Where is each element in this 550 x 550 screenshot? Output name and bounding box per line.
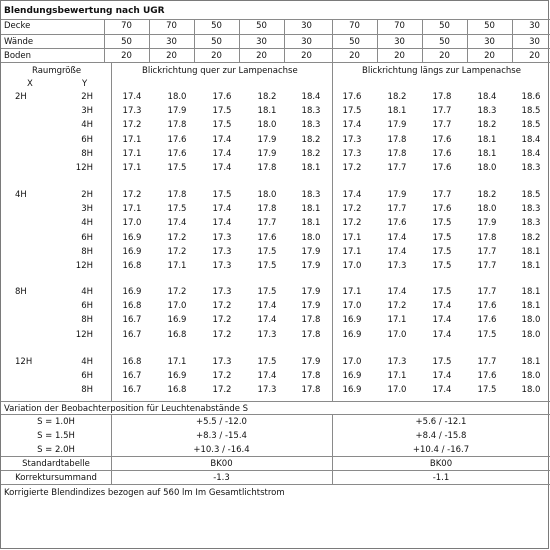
standardtabelle-label: Standardtabelle (22, 459, 90, 469)
ugr-value-quer: 17.8 (301, 371, 321, 382)
ugr-value-laengs: 17.4 (432, 385, 452, 396)
ugr-value-quer: 17.9 (257, 148, 277, 159)
header-value: 20 (529, 51, 540, 61)
ugr-value-laengs: 17.3 (387, 261, 407, 271)
ugr-value-quer: 16.8 (167, 385, 187, 396)
section-divider (111, 62, 112, 402)
ugr-value-laengs: 17.5 (342, 106, 362, 117)
ugr-value-laengs: 17.5 (432, 246, 452, 257)
header-bottom-line (1, 62, 550, 63)
header-value: 70 (349, 21, 360, 31)
ugr-value-laengs: 18.0 (521, 385, 541, 396)
header-value: 50 (439, 21, 450, 31)
ugr-value-quer: 18.3 (301, 190, 321, 200)
ugr-value-quer: 16.9 (167, 315, 187, 326)
room-x-value: 8H (15, 287, 27, 297)
ugr-value-laengs: 17.4 (432, 301, 452, 312)
ugr-value-quer: 17.8 (257, 204, 277, 215)
ugr-value-laengs: 17.0 (342, 261, 362, 271)
ugr-value-quer: 16.9 (122, 246, 142, 257)
ugr-value-laengs: 17.2 (342, 218, 362, 229)
ugr-value-quer: 17.3 (212, 232, 232, 243)
ugr-value-quer: 17.5 (257, 246, 277, 257)
ugr-value-laengs: 17.5 (477, 329, 497, 340)
ugr-value-quer: 17.9 (301, 261, 321, 271)
ugr-value-quer: 17.3 (257, 329, 277, 340)
ugr-value-quer: 17.2 (212, 301, 232, 312)
ugr-value-quer: 17.1 (167, 357, 187, 367)
header-value: 20 (349, 51, 360, 61)
ugr-value-laengs: 17.7 (477, 287, 497, 297)
ugr-value-laengs: 17.5 (432, 287, 452, 297)
ugr-value-quer: 17.2 (167, 287, 187, 297)
ugr-value-laengs: 17.4 (342, 190, 362, 200)
ugr-value-quer: 18.2 (257, 92, 277, 102)
raumgroesse-label: Raumgröße (32, 66, 82, 76)
room-y-value: 6H (81, 134, 93, 145)
ugr-value-laengs: 18.0 (477, 163, 497, 173)
ugr-value-quer: 17.9 (167, 106, 187, 117)
ugr-value-laengs: 17.7 (432, 106, 452, 117)
ugr-value-quer: 17.5 (257, 261, 277, 271)
ugr-value-laengs: 17.6 (477, 301, 497, 312)
header-value: 20 (211, 51, 222, 61)
ugr-value-quer: 17.6 (212, 92, 232, 102)
ugr-value-laengs: 18.1 (521, 261, 541, 271)
ugr-value-laengs: 17.9 (387, 190, 407, 200)
ugr-value-laengs: 17.7 (477, 246, 497, 257)
ugr-value-laengs: 18.4 (521, 148, 541, 159)
ugr-value-quer: 17.3 (212, 287, 232, 297)
ugr-value-laengs: 17.3 (387, 357, 407, 367)
header-value: 30 (301, 37, 312, 47)
room-y-value: 4H (81, 357, 93, 367)
ugr-value-laengs: 18.5 (521, 120, 541, 131)
room-y-value: 4H (81, 120, 93, 131)
ugr-value-quer: 17.4 (212, 134, 232, 145)
variation-top-line (1, 401, 550, 402)
ugr-value-quer: 17.9 (301, 246, 321, 257)
header-value: 20 (439, 51, 450, 61)
ugr-value-quer: 17.4 (212, 148, 232, 159)
ugr-value-laengs: 18.3 (477, 106, 497, 117)
x-axis-label: X (27, 79, 33, 89)
ugr-value-laengs: 17.5 (432, 357, 452, 367)
ugr-value-laengs: 18.3 (521, 204, 541, 215)
section-divider (332, 62, 333, 402)
ugr-value-quer: 17.2 (167, 246, 187, 257)
ugr-value-laengs: 17.7 (432, 190, 452, 200)
ugr-value-quer: 18.3 (301, 106, 321, 117)
ugr-value-laengs: 17.4 (387, 246, 407, 257)
korrektur-top-line (1, 470, 550, 471)
ugr-value-laengs: 17.7 (387, 204, 407, 215)
header-value: 30 (256, 37, 267, 47)
ugr-value-laengs: 17.0 (387, 385, 407, 396)
ugr-value-laengs: 18.0 (521, 315, 541, 326)
ugr-value-laengs: 16.9 (342, 371, 362, 382)
ugr-value-quer: 17.6 (257, 232, 277, 243)
ugr-value-laengs: 17.6 (432, 148, 452, 159)
korrektur-quer: -1.3 (213, 473, 230, 483)
ugr-value-laengs: 18.2 (477, 120, 497, 131)
ugr-value-quer: 16.8 (122, 301, 142, 312)
ugr-value-quer: 16.7 (122, 315, 142, 326)
ugr-value-quer: 17.4 (212, 163, 232, 173)
ugr-value-quer: 17.8 (301, 385, 321, 396)
ugr-value-laengs: 17.5 (477, 385, 497, 396)
ugr-value-quer: 17.3 (122, 106, 142, 117)
ugr-value-quer: 17.5 (212, 190, 232, 200)
header-value: 30 (484, 37, 495, 47)
ugr-value-quer: 17.4 (257, 371, 277, 382)
room-y-value: 8H (81, 385, 93, 396)
ugr-value-laengs: 17.8 (477, 232, 497, 243)
ugr-value-laengs: 18.0 (521, 371, 541, 382)
ugr-value-quer: 17.2 (212, 329, 232, 340)
header-value: 50 (349, 37, 360, 47)
ugr-value-quer: 17.1 (122, 163, 142, 173)
ugr-value-laengs: 16.9 (342, 329, 362, 340)
ugr-value-quer: 18.1 (301, 218, 321, 229)
ugr-value-laengs: 18.4 (477, 92, 497, 102)
ugr-value-laengs: 18.1 (521, 301, 541, 312)
ugr-value-quer: 18.1 (301, 163, 321, 173)
ugr-value-quer: 16.9 (167, 371, 187, 382)
ugr-value-laengs: 16.9 (342, 315, 362, 326)
ugr-value-laengs: 17.5 (432, 261, 452, 271)
ugr-value-laengs: 17.0 (342, 301, 362, 312)
ugr-value-laengs: 17.0 (387, 329, 407, 340)
ugr-value-laengs: 17.6 (477, 371, 497, 382)
ugr-value-quer: 18.1 (301, 204, 321, 215)
variation-quer: +10.3 / -16.4 (193, 445, 250, 455)
ugr-value-laengs: 17.3 (342, 148, 362, 159)
variation-quer: +5.5 / -12.0 (196, 417, 247, 427)
header-value: 30 (394, 37, 405, 47)
header-row-label: Wände (4, 37, 34, 47)
ugr-value-laengs: 17.9 (477, 218, 497, 229)
ugr-value-quer: 17.7 (257, 218, 277, 229)
ugr-value-laengs: 18.6 (521, 92, 541, 102)
variation-laengs: +8.4 / -15.8 (415, 431, 467, 441)
footnote-top-line (1, 484, 550, 485)
ugr-value-laengs: 17.2 (342, 163, 362, 173)
ugr-value-laengs: 17.1 (387, 315, 407, 326)
ugr-value-laengs: 18.0 (521, 329, 541, 340)
spacing-label: S = 2.0H (37, 445, 75, 455)
ugr-value-quer: 17.4 (257, 315, 277, 326)
ugr-value-laengs: 17.5 (432, 218, 452, 229)
header-value: 30 (529, 21, 540, 31)
ugr-value-laengs: 16.9 (342, 385, 362, 396)
ugr-value-quer: 18.2 (301, 134, 321, 145)
ugr-value-quer: 17.3 (257, 385, 277, 396)
header-row-label: Decke (4, 21, 31, 31)
ugr-value-laengs: 18.0 (477, 204, 497, 215)
korrektur-label: Korrektursummand (15, 473, 97, 483)
room-y-value: 2H (81, 190, 93, 200)
ugr-value-quer: 18.0 (257, 190, 277, 200)
ugr-value-quer: 17.6 (167, 148, 187, 159)
ugr-value-quer: 16.8 (122, 357, 142, 367)
header-value: 50 (256, 21, 267, 31)
ugr-value-laengs: 17.4 (342, 120, 362, 131)
header-value: 50 (211, 21, 222, 31)
header-value: 30 (166, 37, 177, 47)
header-value: 50 (121, 37, 132, 47)
ugr-value-quer: 17.1 (122, 134, 142, 145)
ugr-value-laengs: 17.8 (387, 134, 407, 145)
ugr-value-quer: 17.6 (167, 134, 187, 145)
header-value: 20 (301, 51, 312, 61)
ugr-value-laengs: 18.1 (521, 357, 541, 367)
variation-laengs: +5.6 / -12.1 (415, 417, 467, 427)
ugr-value-laengs: 17.5 (432, 232, 452, 243)
header-value: 70 (394, 21, 405, 31)
ugr-value-quer: 16.7 (122, 385, 142, 396)
ugr-value-quer: 17.8 (257, 163, 277, 173)
ugr-value-quer: 17.4 (122, 92, 142, 102)
ugr-value-quer: 17.9 (257, 134, 277, 145)
ugr-value-laengs: 17.6 (432, 163, 452, 173)
ugr-value-laengs: 17.4 (432, 315, 452, 326)
ugr-value-quer: 17.5 (257, 287, 277, 297)
quer-direction-label: Blickrichtung quer zur Lampenachse (142, 66, 298, 76)
room-y-value: 8H (81, 315, 93, 326)
ugr-value-laengs: 18.1 (521, 287, 541, 297)
ugr-value-laengs: 18.1 (521, 246, 541, 257)
y-axis-label: Y (82, 79, 88, 89)
footnote-text: Korrigierte Blendindizes bezogen auf 560 lm Im Gesamtlichtstrom (4, 488, 285, 498)
ugr-value-laengs: 18.3 (521, 218, 541, 229)
korrektur-laengs: -1.1 (432, 473, 450, 483)
ugr-value-laengs: 18.5 (521, 190, 541, 200)
ugr-value-laengs: 17.8 (432, 92, 452, 102)
standard-top-line (1, 456, 550, 457)
header-value: 50 (484, 21, 495, 31)
ugr-value-quer: 17.1 (167, 261, 187, 271)
ugr-value-quer: 16.7 (122, 371, 142, 382)
ugr-value-laengs: 17.1 (342, 232, 362, 243)
header-value: 70 (166, 21, 177, 31)
ugr-value-quer: 18.0 (167, 92, 187, 102)
ugr-value-laengs: 17.3 (342, 134, 362, 145)
ugr-value-quer: 17.5 (257, 357, 277, 367)
ugr-value-quer: 17.2 (122, 120, 142, 131)
header-value: 50 (211, 37, 222, 47)
ugr-value-quer: 18.0 (301, 232, 321, 243)
ugr-value-quer: 18.4 (301, 92, 321, 102)
variation-quer: +8.3 / -15.4 (196, 431, 247, 441)
ugr-value-laengs: 18.1 (387, 106, 407, 117)
variation-line (1, 414, 550, 415)
ugr-value-quer: 17.4 (212, 204, 232, 215)
table-title: Blendungsbewertung nach UGR (4, 6, 165, 16)
header-value: 30 (529, 37, 540, 47)
laengs-direction-label: Blickrichtung längs zur Lampenachse (362, 66, 521, 76)
ugr-value-quer: 17.1 (122, 204, 142, 215)
ugr-value-quer: 17.0 (122, 218, 142, 229)
header-value: 70 (121, 21, 132, 31)
ugr-value-laengs: 18.5 (521, 106, 541, 117)
header-value: 20 (166, 51, 177, 61)
ugr-value-laengs: 17.4 (387, 232, 407, 243)
room-x-value: 2H (15, 92, 27, 102)
ugr-value-quer: 18.3 (301, 120, 321, 131)
header-row-label: Boden (4, 51, 32, 61)
header-value: 20 (256, 51, 267, 61)
ugr-value-quer: 18.0 (257, 120, 277, 131)
room-y-value: 3H (81, 106, 93, 117)
ugr-value-quer: 17.8 (301, 315, 321, 326)
ugr-value-quer: 17.4 (167, 218, 187, 229)
header-value: 50 (439, 37, 450, 47)
variation-laengs: +10.4 / -16.7 (412, 445, 470, 455)
variation-title: Variation der Beobachterposition für Leuchtenabstände S (4, 404, 249, 414)
header-value: 20 (121, 51, 132, 61)
ugr-value-quer: 17.2 (122, 190, 142, 200)
ugr-value-quer: 17.9 (301, 301, 321, 312)
ugr-value-laengs: 17.6 (387, 218, 407, 229)
ugr-value-laengs: 17.8 (387, 148, 407, 159)
ugr-value-quer: 18.1 (257, 106, 277, 117)
ugr-value-quer: 16.9 (122, 287, 142, 297)
ugr-value-laengs: 18.4 (521, 134, 541, 145)
ugr-value-quer: 17.5 (167, 163, 187, 173)
room-x-value: 4H (15, 190, 27, 200)
ugr-value-laengs: 18.2 (477, 190, 497, 200)
ugr-value-quer: 16.8 (167, 329, 187, 340)
ugr-value-laengs: 17.6 (342, 92, 362, 102)
ugr-value-laengs: 18.1 (477, 134, 497, 145)
spacing-label: S = 1.0H (37, 417, 75, 427)
ugr-value-quer: 17.5 (167, 204, 187, 215)
ugr-value-quer: 17.8 (167, 190, 187, 200)
standardtabelle-laengs: BK00 (429, 459, 453, 469)
ugr-value-laengs: 17.7 (477, 261, 497, 271)
room-y-value: 3H (81, 204, 93, 215)
ugr-value-quer: 18.2 (301, 148, 321, 159)
ugr-value-laengs: 17.7 (387, 163, 407, 173)
room-y-value: 12H (75, 329, 93, 340)
ugr-value-quer: 17.2 (167, 232, 187, 243)
ugr-value-laengs: 17.6 (477, 315, 497, 326)
ugr-value-quer: 17.4 (212, 218, 232, 229)
ugr-value-laengs: 17.4 (387, 287, 407, 297)
room-y-value: 12H (75, 163, 93, 173)
ugr-value-laengs: 17.7 (432, 120, 452, 131)
room-y-value: 8H (81, 148, 93, 159)
ugr-value-laengs: 17.9 (387, 120, 407, 131)
ugr-value-laengs: 17.1 (387, 371, 407, 382)
room-y-value: 4H (81, 218, 93, 229)
ugr-value-quer: 17.8 (167, 120, 187, 131)
ugr-value-quer: 17.1 (122, 148, 142, 159)
ugr-value-laengs: 17.1 (342, 246, 362, 257)
ugr-value-laengs: 18.3 (521, 163, 541, 173)
ugr-value-quer: 17.4 (257, 301, 277, 312)
ugr-value-laengs: 17.4 (432, 371, 452, 382)
ugr-value-quer: 17.8 (301, 329, 321, 340)
ugr-value-quer: 16.9 (122, 232, 142, 243)
header-value: 30 (301, 21, 312, 31)
ugr-value-quer: 17.5 (212, 106, 232, 117)
room-y-value: 6H (81, 232, 93, 243)
header-value: 20 (394, 51, 405, 61)
room-y-value: 8H (81, 246, 93, 257)
ugr-value-quer: 17.5 (212, 120, 232, 131)
spacing-label: S = 1.5H (37, 431, 75, 441)
ugr-value-quer: 17.3 (212, 246, 232, 257)
ugr-value-laengs: 17.1 (342, 287, 362, 297)
room-y-value: 12H (75, 261, 93, 271)
ugr-value-laengs: 18.2 (387, 92, 407, 102)
ugr-value-laengs: 17.0 (342, 357, 362, 367)
ugr-value-laengs: 17.6 (432, 134, 452, 145)
ugr-value-quer: 17.2 (212, 371, 232, 382)
ugr-value-quer: 17.9 (301, 287, 321, 297)
ugr-value-laengs: 17.6 (432, 204, 452, 215)
ugr-value-quer: 17.2 (212, 385, 232, 396)
ugr-value-laengs: 17.2 (387, 301, 407, 312)
standardtabelle-quer: BK00 (210, 459, 233, 469)
room-y-value: 6H (81, 371, 93, 382)
header-value: 20 (484, 51, 495, 61)
ugr-value-laengs: 17.2 (342, 204, 362, 215)
ugr-value-quer: 17.3 (212, 357, 232, 367)
ugr-value-quer: 17.0 (167, 301, 187, 312)
ugr-value-laengs: 18.1 (477, 148, 497, 159)
ugr-value-quer: 16.7 (122, 329, 142, 340)
ugr-value-laengs: 18.2 (521, 232, 541, 243)
ugr-value-quer: 17.2 (212, 315, 232, 326)
room-y-value: 2H (81, 92, 93, 102)
ugr-value-quer: 17.9 (301, 357, 321, 367)
room-y-value: 6H (81, 301, 93, 312)
room-x-value: 12H (15, 357, 33, 367)
ugr-value-laengs: 17.7 (477, 357, 497, 367)
ugr-value-laengs: 17.4 (432, 329, 452, 340)
ugr-value-quer: 16.8 (122, 261, 142, 271)
room-y-value: 4H (81, 287, 93, 297)
ugr-value-quer: 17.3 (212, 261, 232, 271)
